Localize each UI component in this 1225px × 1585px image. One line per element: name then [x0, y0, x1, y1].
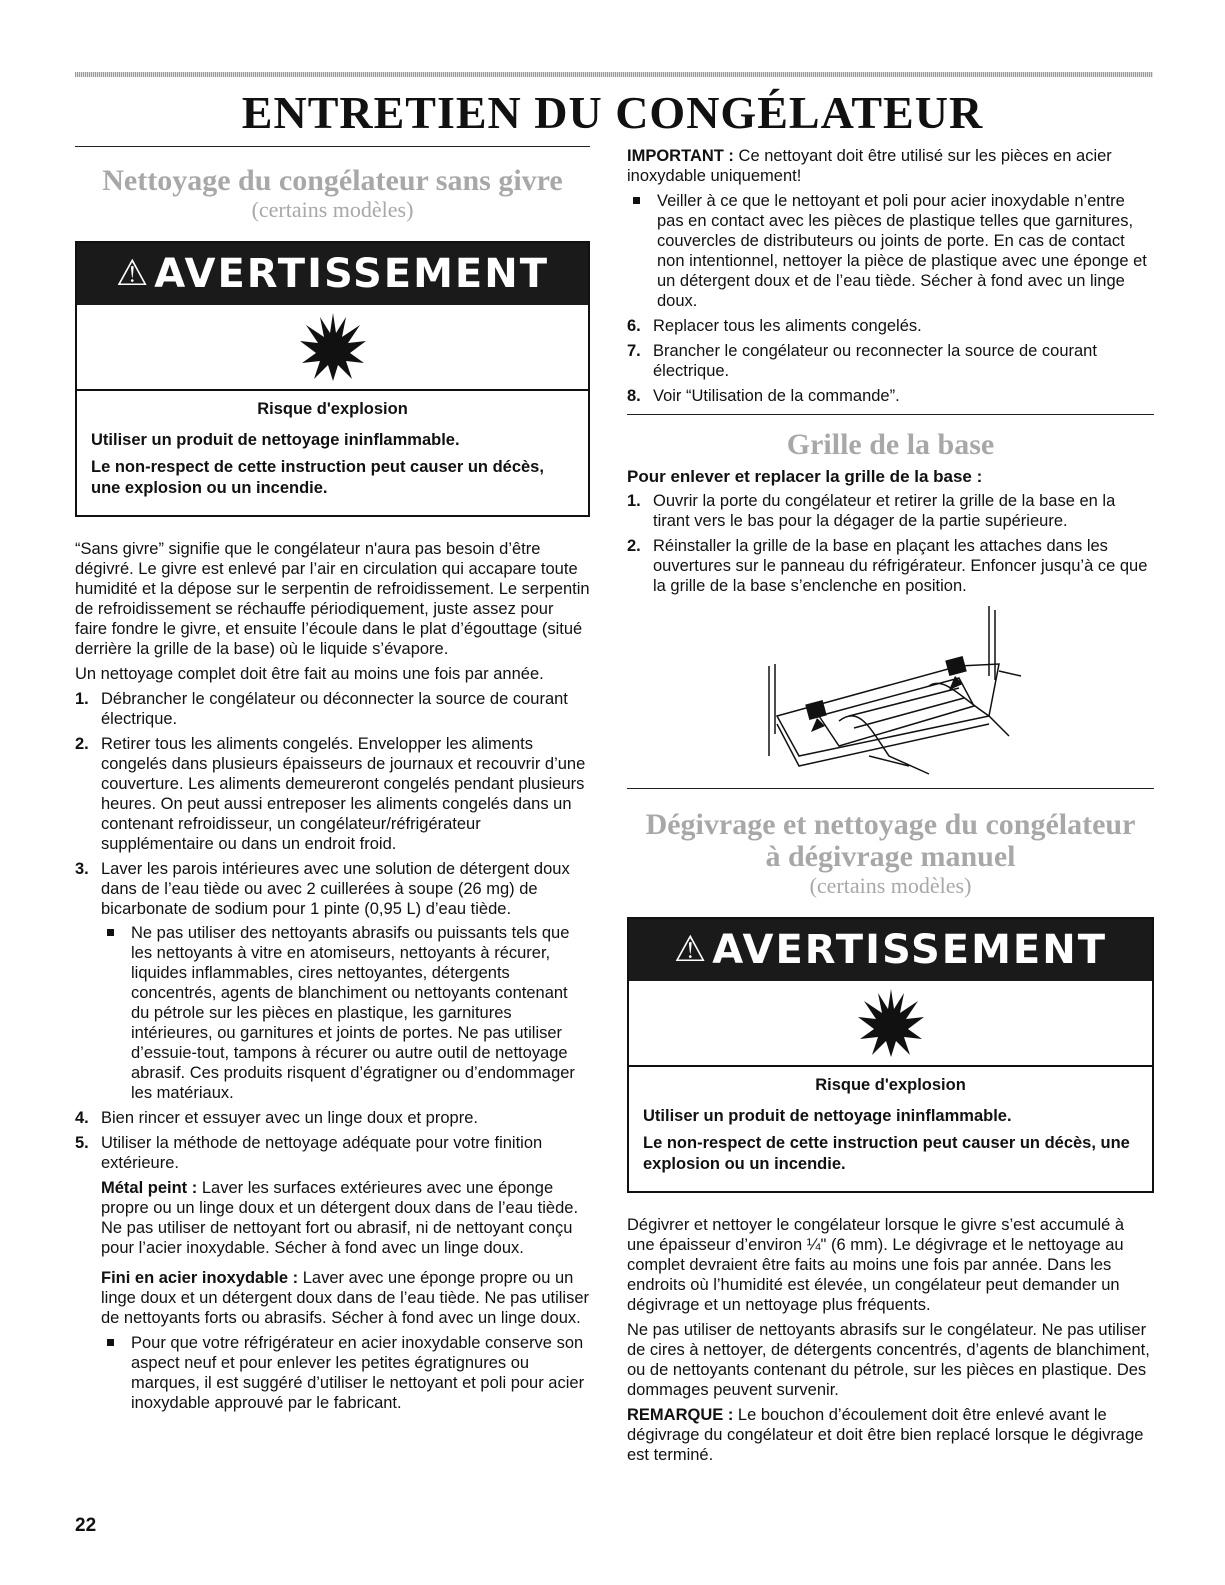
list-item: [627, 316, 1154, 336]
section-heading-manual-defrost-line2: à dégivrage manuel: [765, 840, 1016, 873]
step-number: 6.: [627, 317, 641, 335]
remarque-text: Le bouchon d’écoulement doit être enlevé avant le dégivrage du congélateur et doit être bien replacé lorsque le dégivrage est terminé.: [627, 1406, 1144, 1464]
explosion-icon: [298, 311, 368, 383]
step-number: 4.: [75, 1109, 89, 1127]
list-item: [75, 1133, 590, 1413]
bullet-text: Veiller à ce que le nettoyant et poli pour acier inoxydable n’entre pas en contact avec les pièces de plastique telles que garnitures, couvercles de distributeurs ou joints de porte. En cas de contact non intentionnel, nettoyer la pièce de plastique avec une éponge et un détergent doux et de l’eau tiède. Sécher à fond avec un linge doux.: [657, 192, 1147, 310]
warning-risk: Risque d'explosion: [257, 400, 408, 418]
step-text: Réinstaller la grille de la base en plaçant les attaches dans les ouvertures sur le panneau du réfrigérateur. Enfoncer jusqu’à ce que la grille de la base s’enclenche en position.: [653, 537, 1148, 595]
step-text: Bien rincer et essuyer avec un linge doux et propre.: [101, 1109, 478, 1127]
step-text: Replacer tous les aliments congelés.: [653, 317, 922, 335]
finish-inox-paragraph: [101, 1268, 590, 1328]
right-column: [627, 146, 1154, 1470]
finish-metal-paragraph: [101, 1178, 590, 1258]
step-number: 2.: [75, 735, 89, 753]
bullet-list: [101, 923, 590, 1103]
step-number: 8.: [627, 387, 641, 405]
warning-risk: Risque d'explosion: [815, 1076, 966, 1094]
step-text: Voir “Utilisation de la commande”.: [653, 387, 900, 405]
step-number: 5.: [75, 1134, 89, 1152]
step-number: 2.: [627, 537, 641, 555]
list-item: [627, 341, 1154, 381]
step-number: 7.: [627, 342, 641, 360]
warning-triangle-icon: ⚠: [115, 253, 151, 294]
left-column: [75, 146, 590, 1418]
paragraph: Ne pas utiliser de nettoyants abrasifs sur le congélateur. Ne pas utiliser de cires à nettoyer, de détergents concentrés, d’agents de blanchiment, ou de nettoyants contenant du pétrole, sur les pièces en plastique. Des dommages peuvent survenir.: [627, 1321, 1150, 1399]
bullet-text: Ne pas utiliser des nettoyants abrasifs ou puissants tels que les nettoyants à vitre en atomiseurs, nettoyants à récurer, liquides inflammables, cires nettoyantes, détergents concentrés, agents de blanchiment ou nettoyants contenant du pétrole sur les pièces en plastique, les garnitures intérieures, ou garnitures et joints de portes. Ne pas utiliser d’essuie-tout, tampons à récurer ou autre outil de nettoyage abrasif. Ces produits risquent d’égratigner ou d’endommager les matériaux.: [131, 924, 575, 1102]
section-heading-frost-free: Nettoyage du congélateur sans givre: [102, 164, 563, 197]
finish-text: Laver avec une éponge propre ou un linge doux et un détergent doux dans de l’eau tiède. Ne pas utiliser de nettoyants forts ou abrasifs. Sécher à fond avec un linge doux.: [101, 1269, 589, 1327]
step-text: Débrancher le congélateur ou déconnecter la source de courant électrique.: [101, 690, 568, 728]
list-item: [627, 386, 1154, 406]
remarque-paragraph: [627, 1405, 1154, 1465]
warning-triangle-icon: ⚠: [673, 929, 709, 970]
warning-icon-area: [77, 305, 588, 391]
finish-label: Métal peint :: [101, 1179, 198, 1197]
step-text: Laver les parois intérieures avec une solution de détergent doux dans de l’eau tiède ou avec 2 cuillerées à soupe (26 mg) de bicarbonate de sodium pour 1 pinte (0,95 L) d’eau tiède.: [101, 860, 570, 918]
step-number: 1.: [75, 690, 89, 708]
list-item: [75, 734, 590, 854]
list-item: [627, 536, 1154, 596]
important-label: IMPORTANT :: [627, 147, 734, 165]
warning-banner-label: AVERTISSEMENT: [712, 927, 1107, 973]
square-bullet-icon: [107, 929, 114, 936]
important-paragraph: [627, 146, 1154, 186]
warning-line-1: Utiliser un produit de nettoyage ininflammable.: [91, 431, 460, 449]
bullet-text: Pour que votre réfrigérateur en acier inoxydable conserve son aspect neuf et pour enlever les petites égratignures ou marques, il est suggéré d’utiliser le nettoyant et poli pour acier inoxydable approuvé par le fabricant.: [131, 1334, 585, 1412]
step-text: Brancher le congélateur ou reconnecter la source de courant électrique.: [653, 342, 1097, 380]
bullet-item: [627, 191, 1154, 311]
section-subheading: (certains modèles): [809, 873, 972, 898]
warning-line-1: Utiliser un produit de nettoyage ininflammable.: [643, 1107, 1012, 1125]
step-text: Retirer tous les aliments congelés. Envelopper les aliments congelés dans plusieurs épaisseurs de journaux et recouvrir d’une couverture. Les aliments demeureront congelés pendant plusieurs heures. On peut aussi entreposer les aliments congelés dans un contenant refroidisseur, un congélateur/réfrigérateur supplémentaire ou dans un endroit froid.: [101, 735, 586, 853]
bullet-item: [101, 1333, 590, 1413]
explosion-icon: [856, 987, 926, 1059]
grille-steps: [627, 491, 1154, 596]
warning-text: [77, 391, 588, 515]
step-text: Utiliser la méthode de nettoyage adéquate pour votre finition extérieure.: [101, 1134, 543, 1172]
step-number: 3.: [75, 860, 89, 878]
square-bullet-icon: [633, 197, 640, 204]
paragraph: Dégivrer et nettoyer le congélateur lorsque le givre s’est accumulé à une épaisseur d’environ ¼" (6 mm). Le dégivrage et le nettoyage au complet devraient être faits au moins une fois par année. Dans les endroits où l’humidité est élevée, un congélateur peut demander un dégivrage et un nettoyage plus fréquents.: [627, 1216, 1125, 1314]
bullet-list: [101, 1333, 590, 1413]
warning-box: [627, 917, 1154, 1193]
warning-icon-area: [629, 981, 1152, 1067]
list-item: [75, 1108, 590, 1128]
cleaning-steps: [75, 689, 590, 1413]
important-text: Ce nettoyant doit être utilisé sur les pièces en acier inoxydable uniquement!: [627, 147, 1112, 185]
paragraph: Un nettoyage complet doit être fait au moins une fois par année.: [75, 665, 544, 683]
paragraph: “Sans givre” signifie que le congélateur n'aura pas besoin d’être dégivré. Le givre est enlevé par l’air en circulation qui accapare toute humidité et la dépose sur le serpentin de refroidissement. Le serpentin de refroidissement se réchauffe périodiquement, juste assez pour faire fondre le givre, et ensuite l’écoule dans le plat d’égouttage (situé derrière la grille de la base) où le liquide s’évapore.: [75, 540, 590, 658]
section-subheading: (certains modèles): [251, 197, 414, 222]
list-item: [75, 689, 590, 729]
section-rule: [627, 414, 1154, 415]
step-text: Ouvrir la porte du congélateur et retirer la grille de la base en la tirant vers le bas pour la dégager de la partie supérieure.: [653, 492, 1116, 530]
square-bullet-icon: [107, 1339, 114, 1346]
warning-banner: [629, 919, 1152, 981]
list-item: [627, 491, 1154, 531]
finish-label: Fini en acier inoxydable :: [101, 1269, 299, 1287]
finish-text: Laver les surfaces extérieures avec une éponge propre ou un linge doux et un détergent doux dans de l’eau tiède. Ne pas utiliser de nettoyant fort ou abrasif, ni de nettoyant conçu pour l’acier inoxydable. Sécher à fond avec un linge doux.: [101, 1179, 579, 1257]
warning-box: [75, 241, 590, 517]
page-number: 22: [75, 1515, 97, 1536]
warning-banner-label: AVERTISSEMENT: [154, 251, 549, 297]
section-heading-manual-defrost: Dégivrage et nettoyage du congélateur: [645, 808, 1136, 841]
page-title: ENTRETIEN DU CONGÉLATEUR: [241, 87, 984, 138]
warning-line-2: Le non-respect de cette instruction peut causer un décès, une explosion ou un incendie.: [643, 1134, 1130, 1173]
step-number: 1.: [627, 492, 641, 510]
warning-text: [629, 1067, 1152, 1191]
section-rule: [627, 788, 1154, 789]
top-decorative-rule: [75, 72, 1153, 77]
base-grille-illustration: [759, 606, 1029, 776]
bullet-item: [101, 923, 590, 1103]
bullet-list: [627, 191, 1154, 311]
warning-banner: [77, 243, 588, 305]
section-rule: [75, 146, 590, 147]
warning-line-2: Le non-respect de cette instruction peut causer un décès, une explosion ou un incendie.: [91, 458, 544, 497]
cleaning-steps-continued: [627, 316, 1154, 406]
section-heading-base-grille: Grille de la base: [786, 428, 995, 461]
list-item: [75, 859, 590, 1103]
grille-subheading: Pour enlever et replacer la grille de la base :: [627, 467, 983, 486]
remarque-label: REMARQUE :: [627, 1406, 734, 1424]
